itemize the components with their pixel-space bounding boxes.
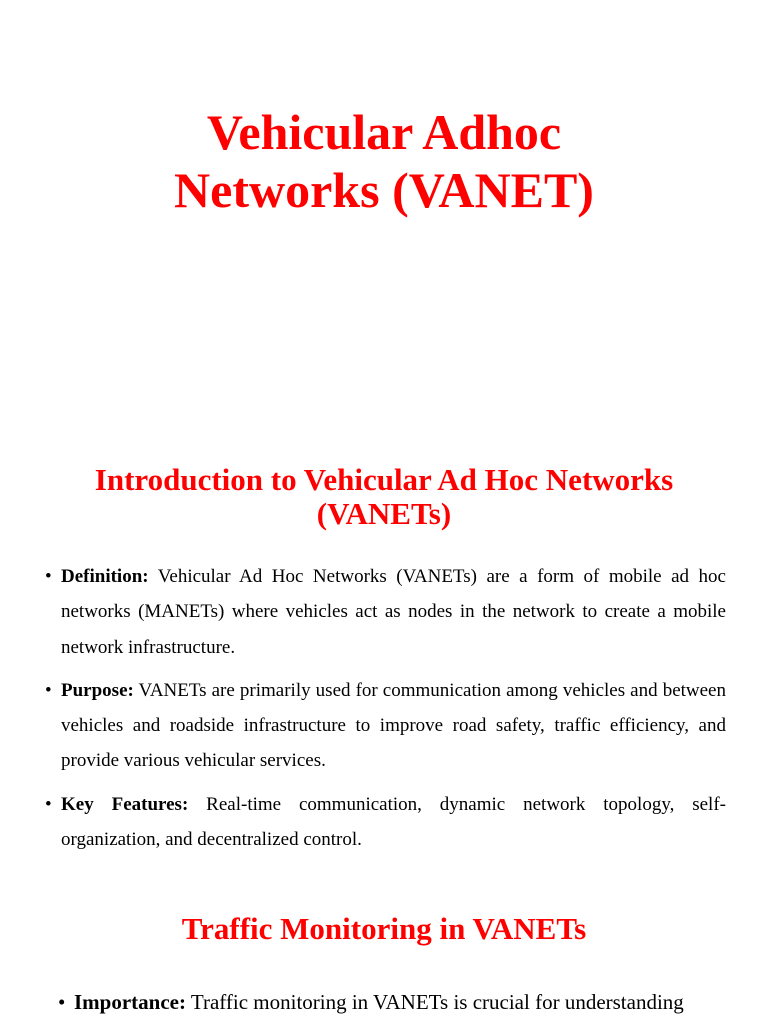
traffic-heading: Traffic Monitoring in VANETs bbox=[181, 911, 587, 946]
bullet-text: Real-time communication, dynamic network topology, self-organization, and decentralized control. bbox=[61, 793, 726, 851]
bullet-dot: • bbox=[45, 566, 52, 587]
intro-heading bbox=[60, 463, 708, 531]
bullet-dot: • bbox=[45, 793, 52, 815]
bullet-term: Definition: bbox=[61, 566, 149, 587]
traffic-bullet-list bbox=[58, 985, 735, 1024]
bullet-term: Key Features: bbox=[61, 793, 189, 815]
document-title bbox=[0, 103, 768, 219]
bullet-definition bbox=[45, 559, 726, 665]
title-line-1: Vehicular Adhoc bbox=[206, 104, 562, 160]
bullet-text: VANETs are primarily used for communication among vehicles and between vehicles and roadside infrastructure to improve road safety, traffic efficiency, and provide various vehicular services. bbox=[61, 679, 726, 772]
bullet-key-features bbox=[45, 787, 726, 858]
bullet-text: Vehicular Ad Hoc Networks (VANETs) are a form of mobile ad hoc networks (MANETs) where vehicles act as nodes in the network to create a mobile network infrastructure. bbox=[61, 566, 726, 658]
bullet-purpose bbox=[45, 673, 726, 779]
bullet-term: Importance: bbox=[74, 990, 186, 1014]
intro-heading-line-2: (VANETs) bbox=[316, 496, 452, 531]
title-line-2: Networks (VANET) bbox=[174, 162, 594, 218]
bullet-importance bbox=[58, 985, 735, 1020]
intro-bullet-list bbox=[45, 559, 726, 865]
bullet-text: Traffic monitoring in VANETs is crucial for understanding bbox=[185, 990, 684, 1014]
intro-heading-line-1: Introduction to Vehicular Ad Hoc Networks bbox=[94, 462, 674, 497]
bullet-dot: • bbox=[58, 990, 66, 1014]
bullet-dot: • bbox=[45, 679, 52, 701]
bullet-term: Purpose: bbox=[61, 679, 134, 701]
